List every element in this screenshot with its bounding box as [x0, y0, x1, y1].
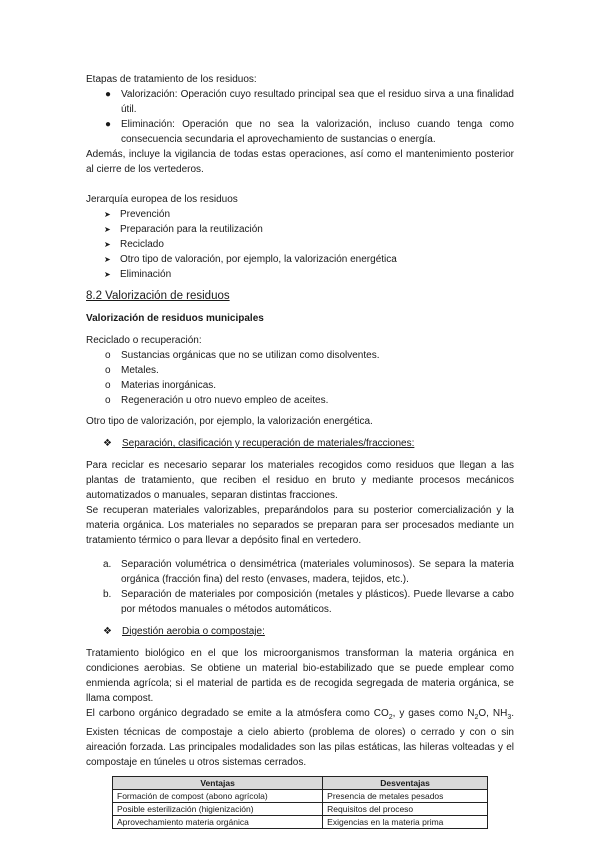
recycling-title: Reciclado o recuperación: [86, 335, 202, 346]
list-item: ➤ Preparación para la reutilización [104, 224, 263, 235]
pros-cons-table [112, 776, 488, 829]
list-item: ➤ Otro tipo de valoración, por ejemplo, la valorización energética [104, 254, 397, 265]
arrow-bullet-icon: ➤ [104, 270, 111, 279]
list-item: b. Separación de materiales por composición (metales y plásticos). Puede llevarse a cabo por métodos manuales o métodos automáticos. [103, 589, 514, 615]
list-item: ➤ Prevención [104, 209, 171, 220]
composting-paragraph: Tratamiento biológico en el que los microorganismos transforman la materia orgánica en condiciones aerobias. Se obtiene un material bio-estabilizado que se puede emplear como enmienda agrícola; si el material de partida es de recogida segregada de materia orgánica, se llama compost. [86, 648, 514, 704]
composting-paragraph: El carbono orgánico degradado se emite a la atmósfera como $CO_2$, y gases como $N_2O$, $NH_3$. Existen técnicas de compostaje a cielo abierto (problema de olores) o cerrado y con o sin aireación forzada. Las principales modalidades son las pilas estáticas, las hileras volteadas y el compostaje en túneles u otros sistemas cerrados. [86, 708, 514, 768]
diamond-bullet-icon: ❖ [103, 626, 112, 637]
table-cell: Exigencias en la materia prima [323, 816, 488, 829]
table-row [113, 816, 488, 829]
document-page [86, 72, 514, 829]
table-cell: Aprovechamiento materia orgánica [113, 816, 323, 829]
table-row [113, 803, 488, 816]
hierarchy-list [86, 207, 514, 282]
arrow-bullet-icon: ➤ [104, 255, 111, 264]
circle-bullet-icon: o [105, 380, 111, 391]
table-cell: Requisitos del proceso [323, 803, 488, 816]
stages-list [86, 87, 514, 147]
table-header-row [113, 777, 488, 790]
bullet-icon: ● [105, 89, 112, 100]
composting-heading: ❖ Digestión aerobia o compostaje: [103, 626, 265, 637]
list-item: a. Separación volumétrica o densimétrica (materiales voluminosos). Se separa la materia orgánica (fracción fina) del resto (envases, madera, tejidos, etc.). [103, 559, 514, 585]
recycling-list [86, 348, 514, 408]
separation-paragraph: Para reciclar es necesario separar los materiales recogidos como residuos que llegan a las plantas de tratamiento, que reciben el residuo en bruto y mediante procesos mecánicos automatizados o manuales, separan distintas fracciones. [86, 460, 514, 501]
arrow-bullet-icon: ➤ [104, 210, 111, 219]
intro-title: Etapas de tratamiento de los residuos: [86, 74, 257, 85]
other-valorization: Otro tipo de valorización, por ejemplo, la valorización energética. [86, 416, 373, 427]
separation-paragraph: Se recuperan materiales valorizables, preparándolos para su posterior comercialización y la materia orgánica. Los materiales no separados se preparan para ser procesados mediante un tratamiento térmico o para llevar a depósito final en vertedero. [86, 505, 514, 546]
list-item: ● Eliminación: Operación que no sea la valorización, incluso cuando tenga como consecuencia secundaria el aprovechamiento de sustancias o energía. [105, 119, 514, 145]
separation-list [86, 557, 514, 617]
subsection-heading: Valorización de residuos municipales [86, 313, 264, 324]
list-item: o Metales. [105, 365, 159, 376]
table-row [113, 790, 488, 803]
table-cell: Presencia de metales pesados [323, 790, 488, 803]
table-cell: Formación de compost (abono agrícola) [113, 790, 323, 803]
arrow-bullet-icon: ➤ [104, 225, 111, 234]
bullet-icon: ● [105, 119, 112, 130]
list-item: ● Valorización: Operación cuyo resultado principal sea que el residuo sirva a una finalidad útil. [105, 89, 514, 115]
separation-heading: ❖ Separación, clasificación y recuperación de materiales/fracciones: [103, 438, 415, 449]
circle-bullet-icon: o [105, 395, 111, 406]
list-item: o Materias inorgánicas. [105, 380, 217, 391]
hierarchy-title: Jerarquía europea de los residuos [86, 194, 238, 205]
list-item: ➤ Eliminación [104, 269, 172, 280]
table-header: Desventajas [323, 777, 488, 790]
circle-bullet-icon: o [105, 350, 111, 361]
section-heading: 8.2 Valorización de residuos [86, 290, 230, 302]
table-header: Ventajas [113, 777, 323, 790]
list-item: o Regeneración u otro nuevo empleo de aceites. [105, 395, 329, 406]
diamond-bullet-icon: ❖ [103, 438, 112, 449]
list-item: ➤ Reciclado [104, 239, 164, 250]
arrow-bullet-icon: ➤ [104, 240, 111, 249]
table-cell: Posible esterilización (higienización) [113, 803, 323, 816]
intro-note: Además, incluye la vigilancia de todas estas operaciones, así como el mantenimiento posterior al cierre de los vertederos. [86, 149, 514, 175]
list-item: o Sustancias orgánicas que no se utilizan como disolventes. [105, 350, 380, 361]
circle-bullet-icon: o [105, 365, 111, 376]
